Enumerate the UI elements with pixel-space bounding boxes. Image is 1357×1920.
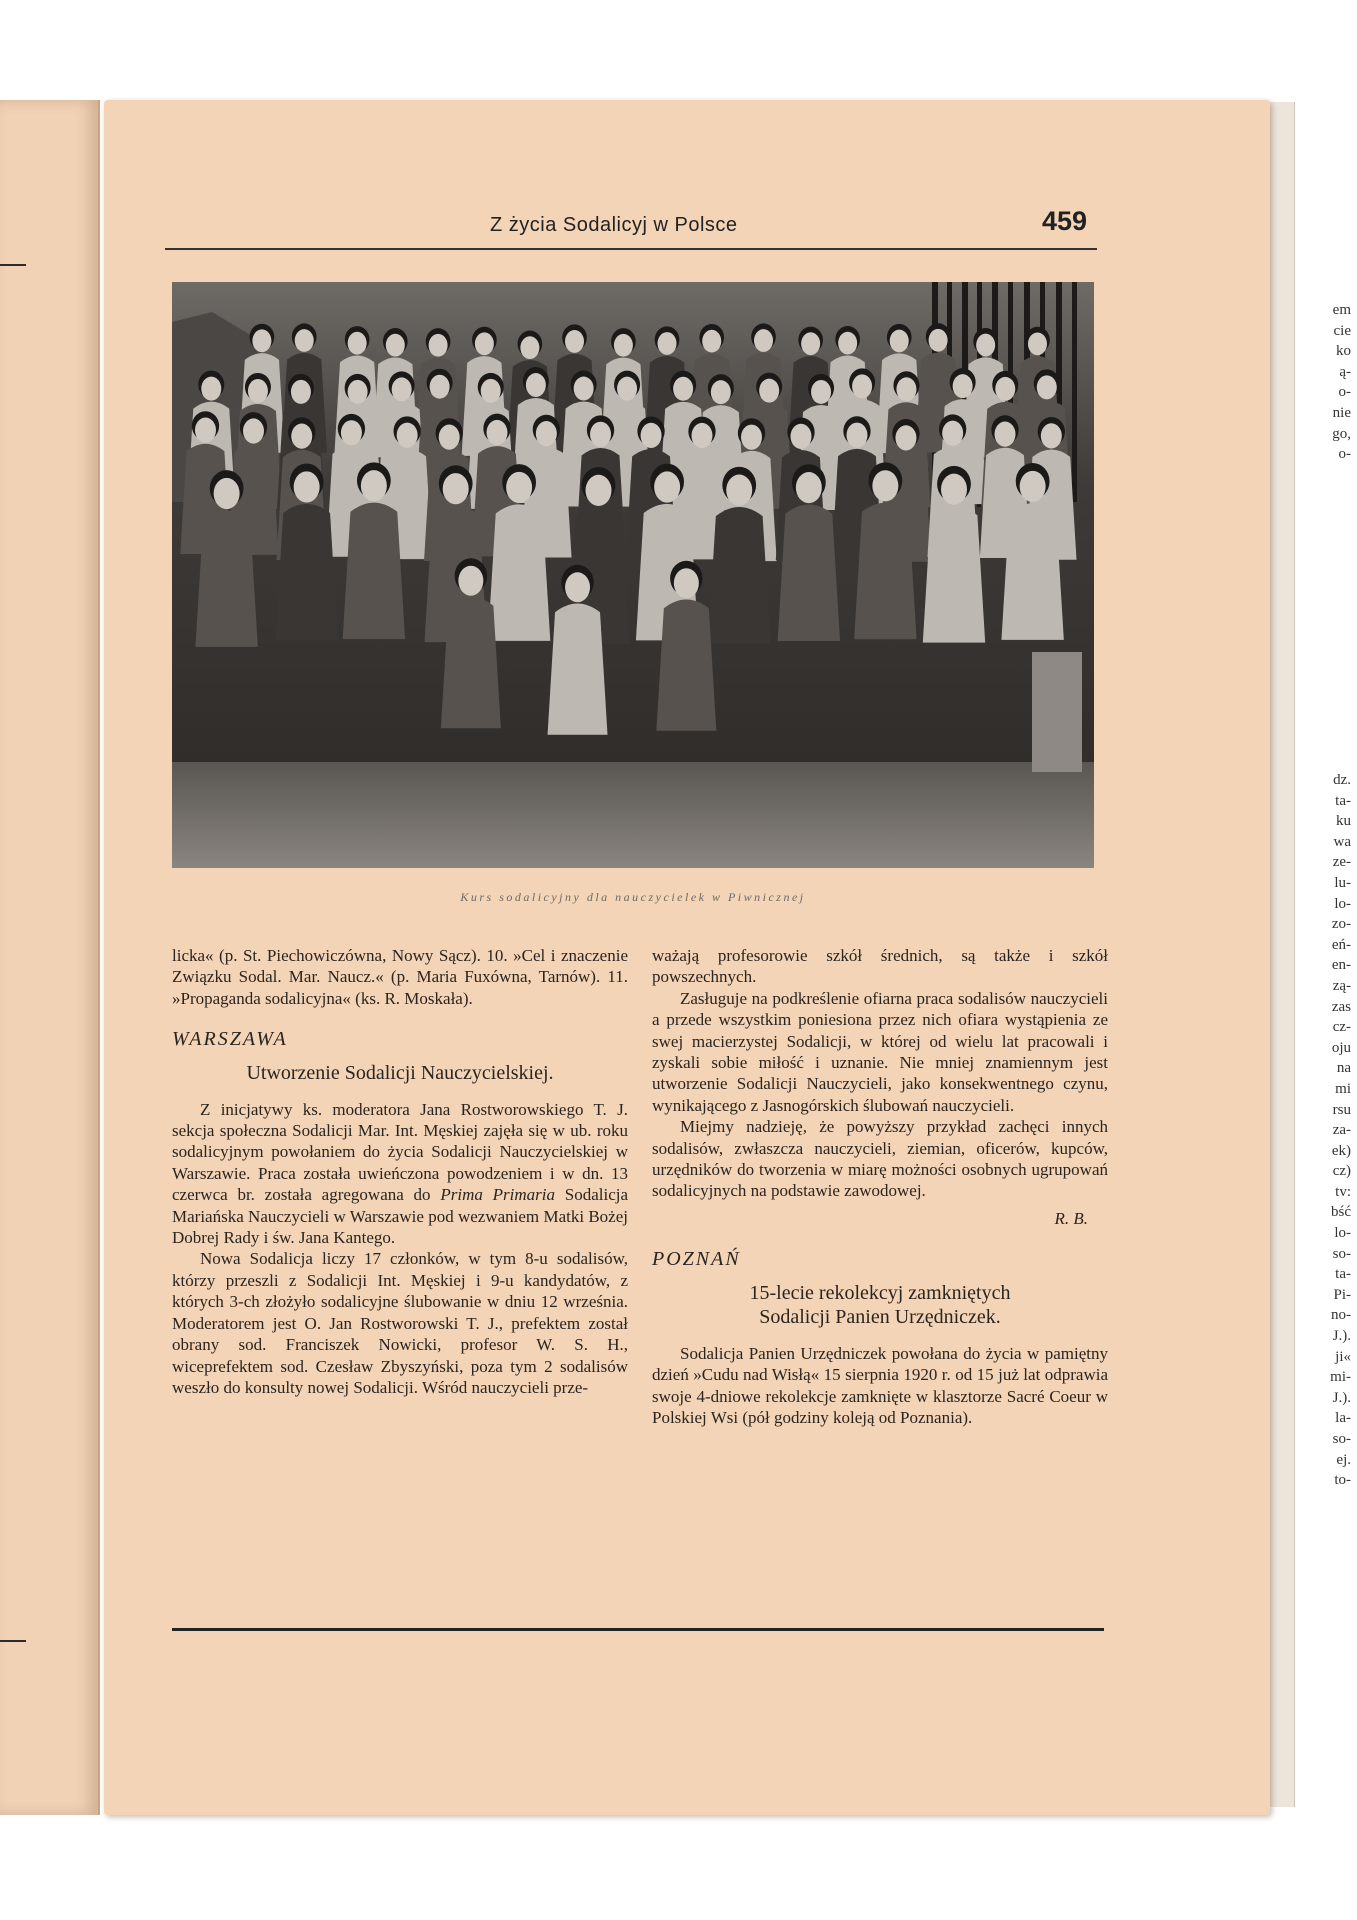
continuation-paragraph: ważają profesorowie szkół średnich, są także i szkół powszechnych.	[652, 946, 1108, 987]
left-page-fragment: nie	[1332, 404, 1351, 421]
city-heading-warszawa: WARSZAWA	[172, 1028, 288, 1051]
right-column	[652, 945, 1108, 1428]
photo-caption: Kurs sodalicyjny dla nauczycielek w Piwnicznej	[460, 890, 806, 904]
left-page-fragment: zo-	[1331, 916, 1351, 933]
paragraph-nadzieja: Miejmy nadzieję, że powyższy przykład zachęci innych sodalisów, zwłaszcza nauczycieli, ziemian, oficerów, kupców, urzędników do tworzenia w miarę możności osobnych ugrupowań sodalicyjnych na podstawie zawodowej.	[652, 1117, 1108, 1201]
left-page-fragment: la-	[1335, 1410, 1351, 1427]
running-title: Z życia Sodalicyj w Polsce	[490, 214, 738, 236]
left-page-fragment: rsu	[1332, 1101, 1351, 1118]
page-number: 459	[1042, 206, 1088, 236]
left-page-fragment: mi	[1335, 1080, 1351, 1097]
section-subheading: Utworzenie Sodalicji Nauczycielskiej.	[246, 1061, 554, 1084]
left-page-fragment: bść	[1331, 1204, 1351, 1221]
author-signature: R. B.	[1054, 1208, 1088, 1228]
warszawa-paragraph-2: Nowa Sodalicja liczy 17 członków, w tym 8-u sodalisów, którzy przeszli z Sodalicji Int. Męskiej i 9-u kandydatów, z których 3-ch złożyło sodalicyjne ślubowanie w dniu 12 września. Moderatorem jest O. Jan Rostworowski T. J., prefektem został obrany sod. Franciszek Nowicki, profesor W. S. H., wiceprefektem sod. Czesław Zbyszyński, poza tym 2 sodalisów weszło do konsulty nowej Sodalicji. Wśród nauczycieli prze-	[172, 1249, 628, 1397]
left-page-fragment: ji«	[1335, 1348, 1351, 1365]
left-page-fragment: ta-	[1335, 1266, 1351, 1283]
left-page-fragment: o-	[1338, 446, 1351, 463]
header-rule	[165, 248, 1097, 250]
left-page-edge	[0, 100, 100, 1815]
poznan-paragraph: Sodalicja Panien Urzędniczek powołana do życia w pamiętny dzień »Cudu nad Wisłą« 15 sierpnia 1920 r. od 15 już lat odprawia swoje 4-dniowe rekolekcje zamknięte w klasztorze Sacré Coeur w Polskiej Wsi (pół godziny koleją od Poznania).	[652, 1343, 1108, 1427]
left-page-fragment: J.).	[1332, 1328, 1351, 1345]
left-page-fragment: cz-	[1332, 1019, 1351, 1036]
left-page-fragment: so-	[1332, 1245, 1351, 1262]
left-page-header-rule	[0, 264, 26, 266]
section-subheading-poznan: 15-lecie rekolekcyj zamkniętych Sodalicji Panien Urzędniczek.	[749, 1281, 1011, 1328]
left-page-fragment: za-	[1332, 1122, 1351, 1139]
left-page-fragment: ze-	[1332, 854, 1351, 871]
left-page-fragment: ko	[1336, 343, 1351, 360]
left-page-fragment: ta-	[1335, 792, 1351, 809]
left-page-fragment: ą-	[1339, 363, 1351, 380]
left-page-fragment: Pi-	[1333, 1286, 1351, 1303]
left-page-fragment: em	[1332, 302, 1351, 318]
warszawa-paragraph-1: Z inicjatywy ks. moderatora Jana Rostworowskiego T. J. sekcja społeczna Sodalicji Mar. Int. Męskiej zajęła się w ub. roku sodalicyjnym powołaniem do życia Sodalicji Nauczycielskiej w Warszawie. Praca została uwieńczona powodzeniem i w dn. 13 czerwca br. została agregowana do Prima Primaria Sodalicja Mariańska Nauczycieli w Warszawie pod wezwaniem Matki Bożej Dobrej Rady i św. Jana Kantego.	[172, 1099, 629, 1248]
left-page-fragment: o-	[1338, 384, 1351, 401]
left-page-fragment: lo-	[1334, 1225, 1351, 1242]
left-page-fragment: eń-	[1331, 936, 1351, 953]
left-page-fragment: na	[1336, 1060, 1351, 1077]
left-page-fragment: J.).	[1332, 1389, 1351, 1406]
left-page-fragment: dz.	[1333, 772, 1351, 788]
left-page-fragment: cie	[1333, 322, 1351, 339]
left-page-fragment: ek)	[1331, 1142, 1351, 1159]
left-page-fragment: ku	[1336, 813, 1351, 830]
paragraph-ofiarna-praca: Zasługuje na podkreślenie ofiarna praca sodalisów nauczycieli a przede wszystkim poniesiona przez nich ofiara wystąpienia ze swej macierzystej Sodalicji, w której od wielu lat pracowali i zyskali sobie miłość i uznanie. Nie mniej znamiennym jest utworzenie Sodalicji Nauczycieli, jako konsekwentnego czynu, wynikającego z Jasnogórskich ślubowań nauczycieli.	[652, 988, 1108, 1115]
left-page-fragment: tv:	[1335, 1183, 1351, 1200]
left-page-fragment: mi-	[1330, 1369, 1351, 1386]
left-column	[172, 945, 628, 1398]
group-photograph	[172, 282, 1094, 868]
left-page-footer-rule	[0, 1640, 26, 1642]
left-page-fragment: oju	[1331, 1039, 1351, 1056]
left-page-fragment: no-	[1331, 1307, 1351, 1324]
intro-paragraph: licka« (p. St. Piechowiczówna, Nowy Sącz). 10. »Cel i znaczenie Związku Sodal. Mar. Naucz.« (p. Maria Fuxówna, Tarnów). 11. »Propaganda sodalicyjna« (ks. R. Moskała).	[172, 946, 628, 1008]
left-page-text-fragments-bottom	[1311, 770, 1351, 1491]
left-page-fragment: lo-	[1334, 895, 1351, 912]
left-page-fragment: zą-	[1332, 977, 1351, 994]
left-page-fragment: lu-	[1334, 874, 1351, 891]
left-page-fragment: so-	[1332, 1431, 1351, 1447]
left-page-fragment: to-	[1334, 1472, 1351, 1489]
city-heading-poznan: POZNAŃ	[652, 1248, 741, 1271]
left-page-fragment: zas	[1331, 998, 1351, 1015]
left-page-fragment: ej.	[1336, 1451, 1351, 1468]
left-page-text-fragments-top	[1311, 300, 1351, 465]
left-page-fragment: en-	[1331, 957, 1351, 974]
left-page-fragment: go,	[1332, 425, 1351, 442]
left-page-fragment: wa	[1333, 833, 1351, 850]
footer-rule	[172, 1628, 1104, 1631]
left-page-fragment: cz)	[1332, 1163, 1351, 1180]
